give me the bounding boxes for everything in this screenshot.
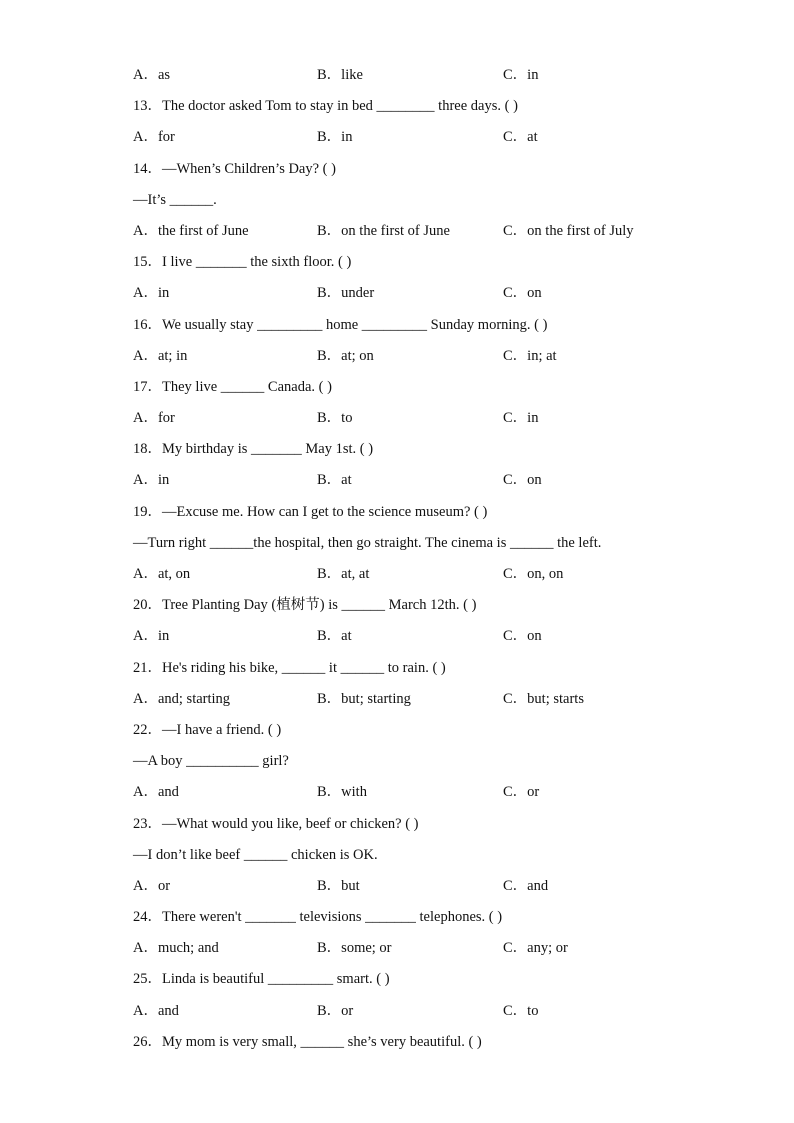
worksheet bbox=[133, 60, 733, 1058]
question-text: 14．—When’s Children’s Day? ( ) bbox=[133, 160, 336, 177]
answer-options bbox=[133, 777, 733, 808]
question-line bbox=[133, 497, 733, 528]
question-line bbox=[133, 590, 733, 621]
question-text: 15．I live _______ the sixth floor. ( ) bbox=[133, 254, 352, 271]
answer-options bbox=[133, 403, 733, 434]
question-text: 26．My mom is very small, ______ she’s very beautiful. ( ) bbox=[133, 1033, 482, 1050]
option-c: C．in; at bbox=[503, 347, 557, 364]
option-b: B．some; or bbox=[317, 940, 392, 957]
option-a: A．and bbox=[133, 1002, 179, 1019]
question-line bbox=[133, 902, 733, 933]
answer-options bbox=[133, 278, 733, 309]
option-c: C．to bbox=[503, 1002, 539, 1019]
question-text: —Turn right ______the hospital, then go straight. The cinema is ______ the left. bbox=[133, 534, 602, 551]
question-line bbox=[133, 434, 733, 465]
option-b: B．but; starting bbox=[317, 690, 411, 707]
question-line bbox=[133, 964, 733, 995]
answer-options bbox=[133, 341, 733, 372]
answer-options bbox=[133, 216, 733, 247]
answer-options bbox=[133, 60, 733, 91]
question-text: 18．My birthday is _______ May 1st. ( ) bbox=[133, 441, 374, 458]
option-c: C．on bbox=[503, 628, 542, 645]
answer-options bbox=[133, 621, 733, 652]
option-a: A．and; starting bbox=[133, 690, 231, 707]
question-text: —A boy __________ girl? bbox=[133, 753, 289, 770]
option-a: A．in bbox=[133, 628, 170, 645]
option-a: A．for bbox=[133, 129, 175, 146]
option-b: B．at bbox=[317, 472, 352, 489]
option-b: B．on the first of June bbox=[317, 222, 450, 239]
option-a: A．at; in bbox=[133, 347, 188, 364]
question-line bbox=[133, 653, 733, 684]
option-b: B．at; on bbox=[317, 347, 374, 364]
question-text: —I don’t like beef ______ chicken is OK. bbox=[133, 846, 378, 863]
question-text: —It’s ______. bbox=[133, 191, 217, 208]
answer-options bbox=[133, 684, 733, 715]
question-line bbox=[133, 185, 733, 216]
option-c: C．any; or bbox=[503, 940, 568, 957]
question-text: 20．Tree Planting Day (植树节) is ______ March 12th. ( ) bbox=[133, 597, 477, 614]
option-c: C．on bbox=[503, 285, 542, 302]
option-a: A．at, on bbox=[133, 566, 191, 582]
option-a: A．as bbox=[133, 67, 171, 83]
option-a: A．or bbox=[133, 877, 171, 894]
option-b: B．at bbox=[317, 628, 352, 645]
option-b: B．in bbox=[317, 129, 353, 146]
answer-options bbox=[133, 559, 733, 590]
option-b: B．at, at bbox=[317, 566, 370, 582]
option-a: A．for bbox=[133, 410, 175, 427]
option-c: C．or bbox=[503, 784, 540, 801]
option-a: A．in bbox=[133, 285, 170, 302]
question-text: 16．We usually stay _________ home _________ Sunday morning. ( ) bbox=[133, 316, 548, 333]
option-a: A．the first of June bbox=[133, 222, 249, 239]
option-c: C．but; starts bbox=[503, 690, 584, 707]
question-text: 25．Linda is beautiful _________ smart. ( ) bbox=[133, 971, 390, 988]
answer-options bbox=[133, 933, 733, 964]
option-a: A．much; and bbox=[133, 940, 219, 957]
option-b: B．like bbox=[317, 67, 363, 83]
question-line bbox=[133, 154, 733, 185]
question-text: 24．There weren't _______ televisions _______ telephones. ( ) bbox=[133, 909, 503, 926]
question-text: 22．—I have a friend. ( ) bbox=[133, 721, 282, 738]
answer-options bbox=[133, 465, 733, 496]
answer-options bbox=[133, 871, 733, 902]
option-b: B．to bbox=[317, 410, 353, 427]
question-line bbox=[133, 1027, 733, 1058]
option-b: B．or bbox=[317, 1002, 354, 1019]
option-a: A．and bbox=[133, 784, 179, 801]
answer-options bbox=[133, 122, 733, 153]
option-c: C．on, on bbox=[503, 566, 564, 582]
question-line bbox=[133, 528, 733, 559]
question-text: 19．—Excuse me. How can I get to the science museum? ( ) bbox=[133, 503, 488, 520]
question-line bbox=[133, 809, 733, 840]
question-text: 13．The doctor asked Tom to stay in bed ________ three days. ( ) bbox=[133, 98, 518, 115]
option-c: C．at bbox=[503, 129, 538, 146]
answer-options bbox=[133, 996, 733, 1027]
question-line bbox=[133, 247, 733, 278]
question-text: 17．They live ______ Canada. ( ) bbox=[133, 378, 332, 395]
option-c: C．in bbox=[503, 67, 539, 83]
option-b: B．but bbox=[317, 877, 360, 894]
option-c: C．and bbox=[503, 877, 549, 894]
question-line bbox=[133, 715, 733, 746]
option-c: C．on bbox=[503, 472, 542, 489]
question-line bbox=[133, 310, 733, 341]
question-line bbox=[133, 372, 733, 403]
option-c: C．in bbox=[503, 410, 539, 427]
option-b: B．with bbox=[317, 784, 367, 801]
question-text: 23．—What would you like, beef or chicken? ( ) bbox=[133, 815, 419, 832]
question-line bbox=[133, 840, 733, 871]
question-text: 21．He's riding his bike, ______ it ______ to rain. ( ) bbox=[133, 659, 446, 676]
option-c: C．on the first of July bbox=[503, 222, 634, 239]
option-b: B．under bbox=[317, 285, 375, 302]
option-a: A．in bbox=[133, 472, 170, 489]
question-line bbox=[133, 746, 733, 777]
question-line bbox=[133, 91, 733, 122]
